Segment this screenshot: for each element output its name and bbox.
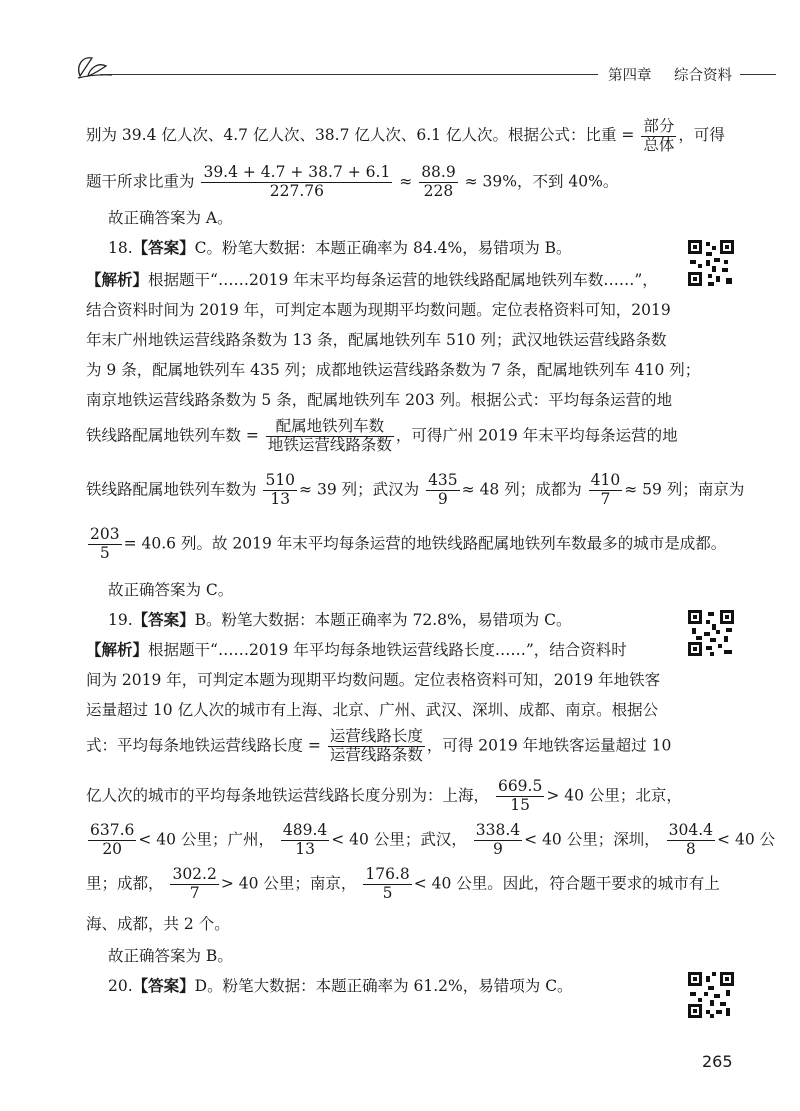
fraction: $\frac{669.5}{15}$ bbox=[497, 777, 543, 814]
text-line: 别为 39.4 亿人次、4.7 亿人次、38.7 亿人次、6.1 亿人次。根据公式：比重 = $\frac{\text{部分}}{\text{总体}}$ ，可得 bbox=[86, 117, 725, 154]
text-line: $\frac{203}{5}$ = 40.6 列。故 2019 年末平均每条运营的地铁线路配属地铁列车数最多的城市是成都。 bbox=[90, 525, 727, 562]
qr-code-icon bbox=[686, 238, 736, 288]
text-line: 结合资料时间为 2019 年，可判定本题为现期平均数问题。定位表格资料可知，2019 bbox=[86, 301, 671, 319]
fraction: $\frac{435}{9}$ bbox=[428, 471, 458, 508]
text-line: 运量超过 10 亿人次的城市有上海、北京、广州、武汉、深圳、成都、南京。根据公 bbox=[86, 701, 659, 719]
question-20-answer: 20.【答案】D。粉笔大数据：本题正确率为 61.2%，易错项为 C。 bbox=[108, 976, 573, 995]
leaf-logo-icon bbox=[74, 52, 114, 84]
text-line: 南京地铁运营线路条数为 5 条，配属地铁列车 203 列。根据公式：平均每条运营的地 bbox=[86, 391, 673, 409]
section-label: 综合资料 bbox=[668, 64, 738, 85]
text-line: 【解析】根据题干“……2019 年末平均每条运营的地铁线路配属地铁列车数……”， bbox=[86, 270, 658, 289]
text-line: $\frac{637.6}{20}$ < 40 公里；广州， $\frac{489.4}{13}$ < 40 公里；武汉， $\frac{338.4}{9}$ < 40 公里；深圳， $\frac{304.4}{8}$ < 40 公 bbox=[90, 821, 776, 858]
fraction: $\frac{489.4}{13}$ bbox=[282, 821, 328, 858]
fraction: $\frac{\text{部分}}{\text{总体}}$ bbox=[643, 117, 675, 154]
text-line: 亿人次的城市的平均每条地铁运营线路长度分别为：上海， $\frac{669.5}{15}$ > 40 公里；北京， bbox=[86, 777, 682, 814]
question-18-answer: 18.【答案】C。粉笔大数据：本题正确率为 84.4%，易错项为 B。 bbox=[108, 238, 572, 257]
text-line: 里；成都， $\frac{302.2}{7}$ > 40 公里；南京， $\frac{176.8}{5}$ < 40 公里。因此，符合题干要求的城市有上 bbox=[86, 865, 720, 902]
page-number: 265 bbox=[702, 1052, 733, 1071]
fraction: $\frac{203}{5}$ bbox=[90, 525, 120, 562]
fraction: $\frac{304.4}{8}$ bbox=[668, 821, 714, 858]
text-line: 铁线路配属地铁列车数为 $\frac{510}{13}$ ≈ 39 列；武汉为 $\frac{435}{9}$ ≈ 48 列；成都为 $\frac{410}{7}$ ≈ 59 列；南京为 bbox=[86, 471, 745, 508]
fraction: $\frac{88.9}{228}$ bbox=[421, 163, 456, 200]
header-rule-right bbox=[740, 74, 776, 75]
text-line: 【解析】根据题干“……2019 年平均每条地铁运营线路长度……”，结合资料时 bbox=[86, 640, 627, 659]
fraction: $\frac{\text{运营线路长度}}{\text{运营线路条数}}$ bbox=[329, 727, 423, 764]
fraction: $\frac{39.4 + 4.7 + 38.7 + 6.1}{227.76}$ bbox=[203, 163, 391, 200]
qr-code-icon bbox=[686, 608, 736, 658]
fraction: $\frac{\text{配属地铁列车数}}{\text{地铁运营线路条数}}$ bbox=[267, 417, 392, 454]
qr-code-icon bbox=[686, 970, 736, 1020]
question-19-answer: 19.【答案】B。粉笔大数据：本题正确率为 72.8%，易错项为 C。 bbox=[108, 610, 572, 629]
fraction: $\frac{338.4}{9}$ bbox=[475, 821, 521, 858]
text-line: 为 9 条，配属地铁列车 435 列；成都地铁运营线路条数为 7 条，配属地铁列车 410 列； bbox=[86, 361, 701, 379]
fraction: $\frac{302.2}{7}$ bbox=[172, 865, 217, 902]
answer-line: 故正确答案为 B。 bbox=[108, 947, 233, 965]
fraction: $\frac{510}{13}$ bbox=[265, 471, 296, 508]
fraction: $\frac{410}{7}$ bbox=[590, 471, 621, 508]
header-rule-left bbox=[100, 74, 598, 75]
text-line: 式：平均每条地铁运营线路长度 = $\frac{\text{运营线路长度}}{\text{运营线路条数}}$ ，可得 2019 年地铁客运量超过 10 bbox=[86, 727, 672, 764]
fraction: $\frac{176.8}{5}$ bbox=[365, 865, 410, 902]
text-line: 海、成都，共 2 个。 bbox=[86, 915, 230, 933]
text-line: 题干所求比重为 $\frac{39.4 + 4.7 + 38.7 + 6.1}{227.76}$ ≈ $\frac{88.9}{228}$ ≈ 39%，不到 40%。 bbox=[86, 163, 619, 200]
text-line: 年末广州地铁运营线路条数为 13 条，配属地铁列车 510 列；武汉地铁运营线路条数 bbox=[86, 331, 667, 349]
answer-line: 故正确答案为 C。 bbox=[108, 581, 234, 599]
answer-line: 故正确答案为 A。 bbox=[108, 209, 233, 227]
fraction: $\frac{637.6}{20}$ bbox=[90, 821, 135, 858]
chapter-label: 第四章 bbox=[602, 64, 658, 85]
text-line: 铁线路配属地铁列车数 = $\frac{\text{配属地铁列车数}}{\text{地铁运营线路条数}}$ ，可得广州 2019 年末平均每条运营的地 bbox=[86, 417, 678, 454]
text-line: 间为 2019 年，可判定本题为现期平均数问题。定位表格资料可知，2019 年地铁客 bbox=[86, 671, 661, 689]
